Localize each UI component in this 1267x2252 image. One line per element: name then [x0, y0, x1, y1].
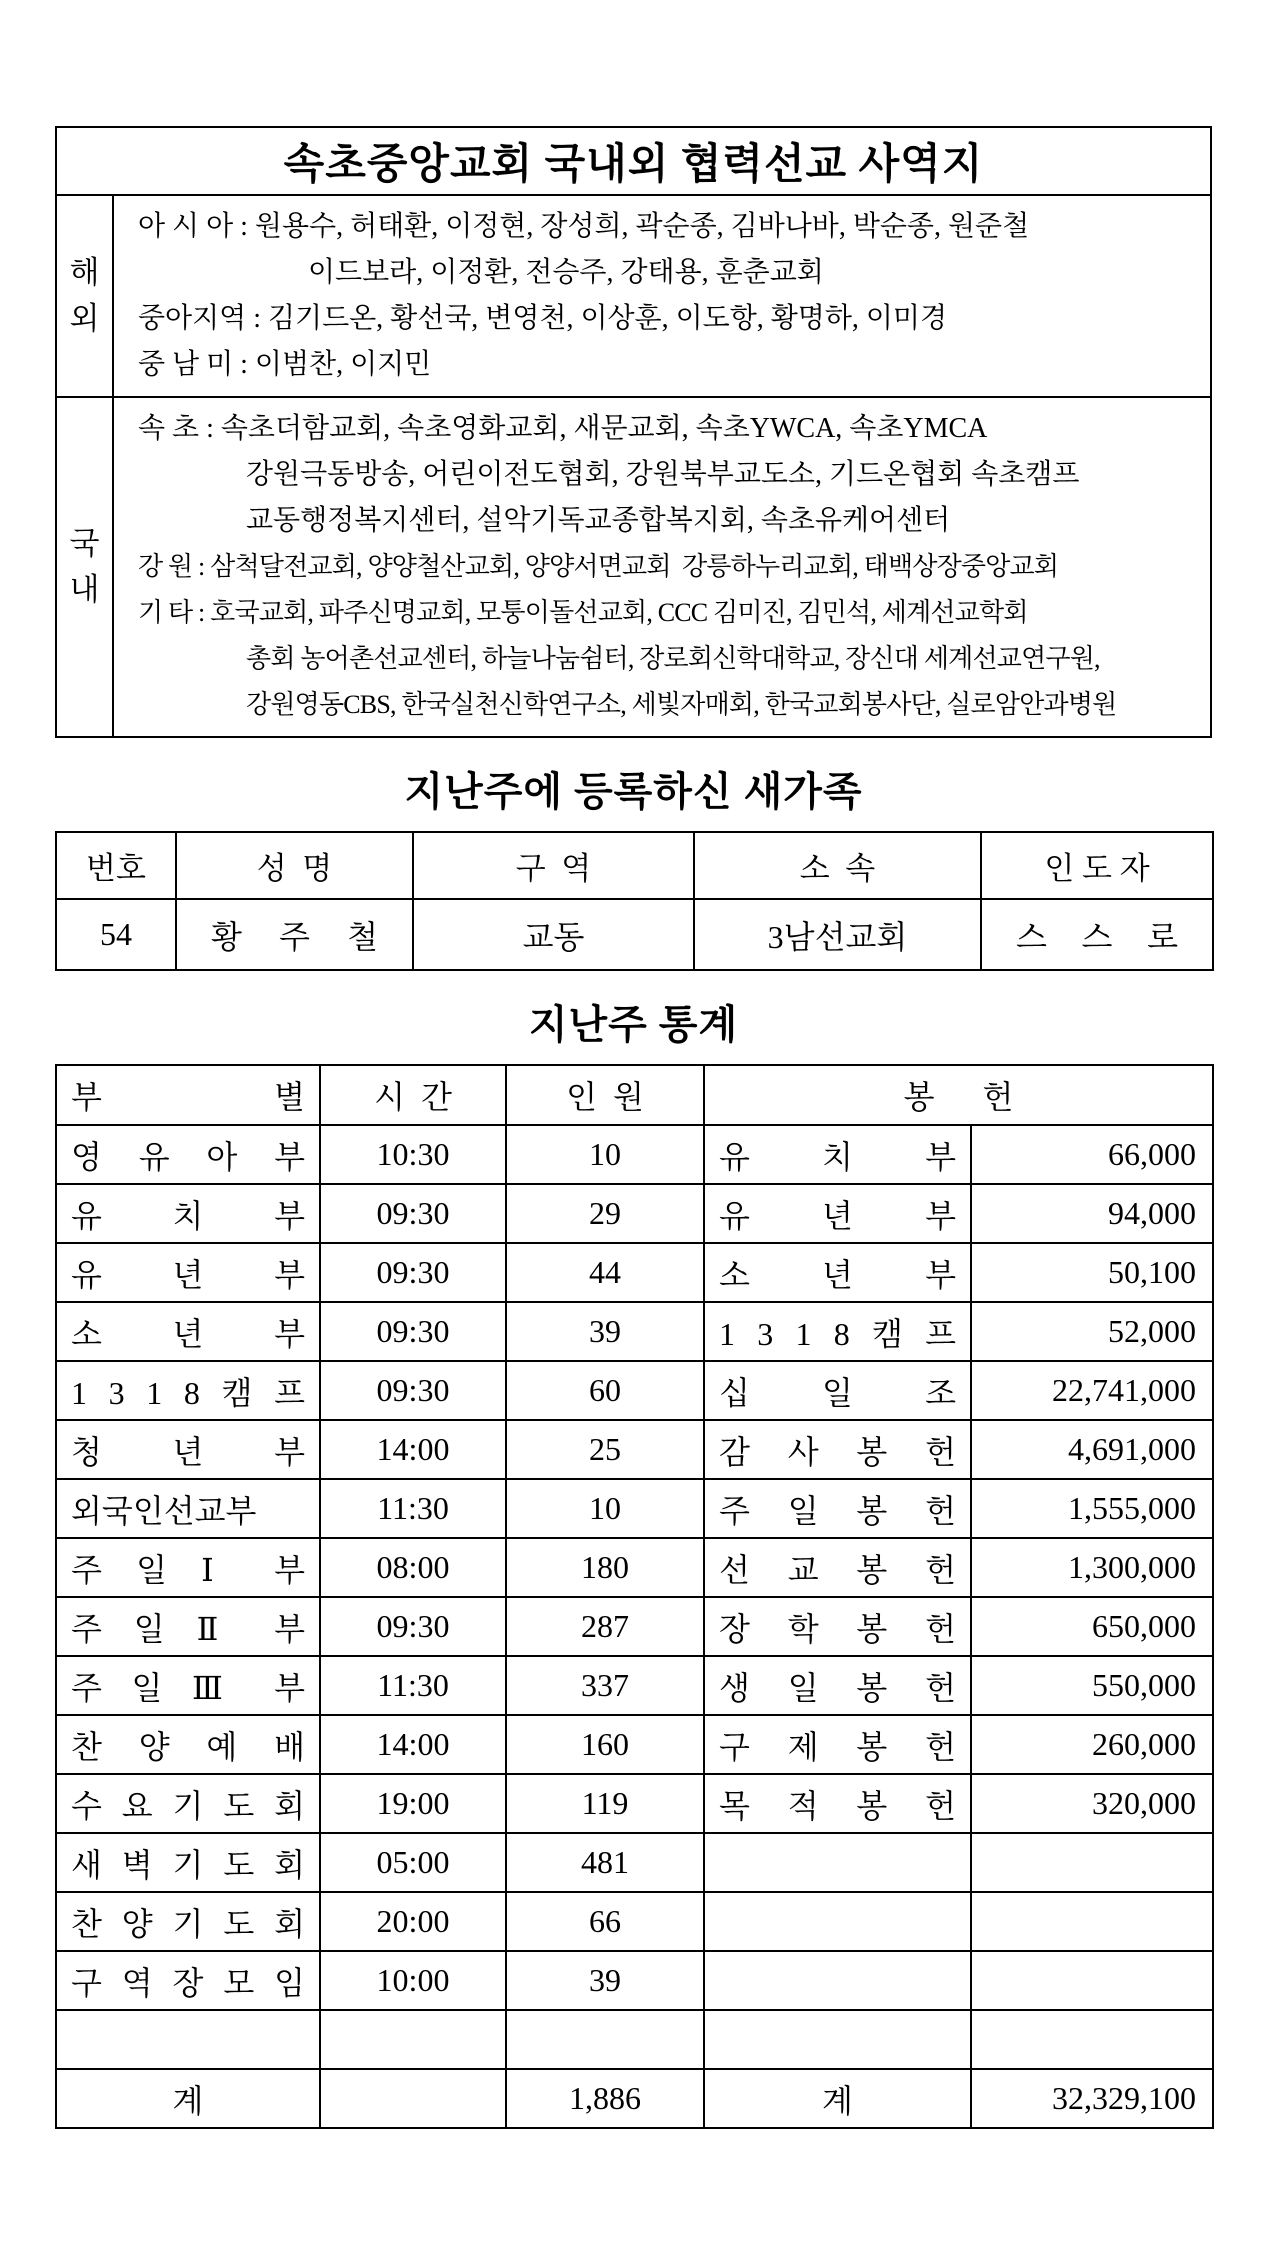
stats-dept-cell: 찬 양 예 배	[56, 1715, 320, 1774]
overseas-line-asia: 아 시 아 : 원용수, 허태환, 이정현, 장성희, 곽순종, 김바나바, 박순종, 원준철	[138, 211, 1030, 242]
newcomer-header-district: 구 역	[413, 832, 694, 899]
stats-count-cell: 160	[506, 1715, 704, 1774]
overseas-line-mideast: 중아지역 : 김기드온, 황선국, 변영천, 이상훈, 이도항, 황명하, 이미경	[138, 303, 948, 334]
newcomer-header-name: 성 명	[176, 832, 413, 899]
stats-time-cell: 11:30	[320, 1479, 506, 1538]
stats-count-cell: 287	[506, 1597, 704, 1656]
stats-count-cell: 66	[506, 1892, 704, 1951]
domestic-line-gangwon: 강 원 : 삼척달전교회, 양양철산교회, 양양서면교회 강릉하누리교회, 태백상장중앙교회	[138, 552, 1059, 581]
stats-header-time: 시 간	[320, 1065, 506, 1125]
mission-title: 속초중앙교회 국내외 협력선교 사역지	[56, 127, 1211, 195]
stats-time-cell: 09:30	[320, 1361, 506, 1420]
stats-offering-name-cell: 선 교 봉 헌	[704, 1538, 971, 1597]
domestic-line-etc-cont1: 총회 농어촌선교센터, 하늘나눔쉼터, 장로회신학대학교, 장신대 세계선교연구원,	[246, 644, 1100, 673]
stats-offering-amount-cell: 22,741,000	[971, 1361, 1213, 1420]
stats-offering-name-cell: 소 년 부	[704, 1243, 971, 1302]
stats-dept-cell: 수 요 기 도 회	[56, 1774, 320, 1833]
stats-offering-name-cell: 1 3 1 8 캠 프	[704, 1302, 971, 1361]
stats-offering-amount-cell: 52,000	[971, 1302, 1213, 1361]
stats-dept-cell: 유 치 부	[56, 1184, 320, 1243]
stats-time-cell: 09:30	[320, 1597, 506, 1656]
stats-count-cell: 25	[506, 1420, 704, 1479]
mission-table	[55, 126, 1212, 738]
stats-row	[56, 1184, 1213, 1243]
stats-count-cell: 29	[506, 1184, 704, 1243]
stats-offering-name-cell: 생 일 봉 헌	[704, 1656, 971, 1715]
stats-row	[56, 1656, 1213, 1715]
newcomer-header-row	[56, 832, 1213, 899]
stats-offering-name-cell: 장 학 봉 헌	[704, 1597, 971, 1656]
stats-dept-cell: 새 벽 기 도 회	[56, 1833, 320, 1892]
newcomer-number: 54	[56, 899, 176, 970]
stats-total-dept: 계	[56, 2069, 320, 2128]
newcomer-name: 황 주 철	[176, 899, 413, 970]
stats-offering-amount-cell: 66,000	[971, 1125, 1213, 1184]
stats-dept-cell: 소 년 부	[56, 1302, 320, 1361]
stats-row	[56, 1125, 1213, 1184]
stats-row	[56, 1243, 1213, 1302]
stats-count-cell: 60	[506, 1361, 704, 1420]
stats-time-cell: 19:00	[320, 1774, 506, 1833]
stats-offering-name-cell: 유 년 부	[704, 1184, 971, 1243]
stats-offering-name-cell	[704, 1892, 971, 1951]
stats-offering-amount-cell: 260,000	[971, 1715, 1213, 1774]
domestic-row	[56, 397, 1211, 737]
stats-count-cell: 39	[506, 1951, 704, 2010]
stats-count-cell: 180	[506, 1538, 704, 1597]
stats-dept-cell	[56, 2010, 320, 2069]
newcomer-header-guide: 인 도 자	[981, 832, 1213, 899]
mission-title-row	[56, 127, 1211, 195]
newcomer-header-affiliation: 소 속	[694, 832, 981, 899]
overseas-row	[56, 195, 1211, 397]
stats-time-cell: 14:00	[320, 1420, 506, 1479]
overseas-content	[113, 195, 1211, 397]
stats-row	[56, 1597, 1213, 1656]
stats-row	[56, 1833, 1213, 1892]
stats-count-cell: 337	[506, 1656, 704, 1715]
stats-time-cell: 09:30	[320, 1184, 506, 1243]
stats-title: 지난주 통계	[528, 1002, 739, 1047]
stats-time-cell: 11:30	[320, 1656, 506, 1715]
stats-total-time	[320, 2069, 506, 2128]
stats-offering-amount-cell: 1,300,000	[971, 1538, 1213, 1597]
stats-dept-cell: 1 3 1 8 캠 프	[56, 1361, 320, 1420]
stats-offering-amount-cell	[971, 2010, 1213, 2069]
stats-row	[56, 1361, 1213, 1420]
stats-offering-amount-cell: 50,100	[971, 1243, 1213, 1302]
stats-row	[56, 1951, 1213, 2010]
domestic-line-sokcho: 속 초 : 속초더함교회, 속초영화교회, 새문교회, 속초YWCA, 속초YMCA	[138, 413, 988, 444]
stats-offering-amount-cell: 650,000	[971, 1597, 1213, 1656]
stats-offering-amount-cell	[971, 1892, 1213, 1951]
stats-dept-cell: 영 유 아 부	[56, 1125, 320, 1184]
stats-dept-cell: 주 일 Ⅰ 부	[56, 1538, 320, 1597]
stats-offering-amount-cell: 94,000	[971, 1184, 1213, 1243]
stats-body	[56, 1125, 1213, 2069]
stats-header-offering: 봉 헌	[704, 1065, 1213, 1125]
domestic-content	[113, 397, 1211, 737]
stats-time-cell: 05:00	[320, 1833, 506, 1892]
stats-count-cell: 10	[506, 1479, 704, 1538]
stats-time-cell: 14:00	[320, 1715, 506, 1774]
stats-offering-name-cell	[704, 1833, 971, 1892]
overseas-line-latam: 중 남 미 : 이범찬, 이지민	[138, 349, 432, 380]
stats-offering-amount-cell: 4,691,000	[971, 1420, 1213, 1479]
stats-dept-cell: 청 년 부	[56, 1420, 320, 1479]
stats-offering-amount-cell: 320,000	[971, 1774, 1213, 1833]
stats-table	[55, 1064, 1214, 2129]
stats-count-cell: 119	[506, 1774, 704, 1833]
stats-time-cell: 10:00	[320, 1951, 506, 2010]
stats-total-offering-amount: 32,329,100	[971, 2069, 1213, 2128]
stats-offering-name-cell: 감 사 봉 헌	[704, 1420, 971, 1479]
stats-header-dept: 부 별	[56, 1065, 320, 1125]
newcomer-header-number: 번호	[56, 832, 176, 899]
stats-dept-cell: 구 역 장 모 임	[56, 1951, 320, 2010]
stats-row	[56, 2010, 1213, 2069]
stats-time-cell: 08:00	[320, 1538, 506, 1597]
stats-total-row	[56, 2069, 1213, 2128]
newcomer-guide: 스 스 로	[981, 899, 1213, 970]
stats-row	[56, 1538, 1213, 1597]
stats-total-section	[56, 2069, 1213, 2128]
stats-total-count: 1,886	[506, 2069, 704, 2128]
domestic-line-etc-cont2: 강원영동CBS, 한국실천신학연구소, 세빛자매회, 한국교회봉사단, 실로암안과병원	[246, 690, 1117, 719]
stats-time-cell: 09:30	[320, 1243, 506, 1302]
stats-row	[56, 1892, 1213, 1951]
stats-count-cell: 44	[506, 1243, 704, 1302]
stats-offering-amount-cell	[971, 1833, 1213, 1892]
domestic-line-sokcho-cont1: 강원극동방송, 어린이전도협회, 강원북부교도소, 기드온협회 속초캠프	[246, 459, 1080, 490]
overseas-label: 해외	[56, 195, 113, 397]
stats-offering-amount-cell: 550,000	[971, 1656, 1213, 1715]
stats-row	[56, 1774, 1213, 1833]
stats-header-row	[56, 1065, 1213, 1125]
stats-offering-name-cell	[704, 1951, 971, 2010]
stats-row	[56, 1302, 1213, 1361]
stats-offering-name-cell: 십 일 조	[704, 1361, 971, 1420]
stats-row	[56, 1479, 1213, 1538]
stats-row	[56, 1715, 1213, 1774]
newcomer-district: 교동	[413, 899, 694, 970]
stats-count-cell: 39	[506, 1302, 704, 1361]
stats-total-offering-name: 계	[704, 2069, 971, 2128]
stats-dept-cell: 찬 양 기 도 회	[56, 1892, 320, 1951]
stats-offering-name-cell: 목 적 봉 헌	[704, 1774, 971, 1833]
stats-offering-name-cell: 유 치 부	[704, 1125, 971, 1184]
stats-offering-name-cell: 구 제 봉 헌	[704, 1715, 971, 1774]
domestic-line-sokcho-cont2: 교동행정복지센터, 설악기독교종합복지회, 속초유케어센터	[246, 505, 951, 536]
newcomer-affiliation: 3남선교회	[694, 899, 981, 970]
stats-dept-cell: 주 일 Ⅱ 부	[56, 1597, 320, 1656]
bulletin-page	[55, 0, 1212, 2129]
stats-offering-name-cell: 주 일 봉 헌	[704, 1479, 971, 1538]
stats-time-cell: 10:30	[320, 1125, 506, 1184]
newcomer-data-row	[56, 899, 1213, 970]
stats-count-cell: 10	[506, 1125, 704, 1184]
stats-count-cell: 481	[506, 1833, 704, 1892]
stats-dept-cell: 외국인선교부	[56, 1479, 320, 1538]
stats-row	[56, 1420, 1213, 1479]
stats-time-cell: 20:00	[320, 1892, 506, 1951]
overseas-line-asia-cont: 이드보라, 이정환, 전승주, 강태용, 훈춘교회	[308, 257, 824, 288]
stats-offering-amount-cell	[971, 1951, 1213, 2010]
stats-offering-amount-cell: 1,555,000	[971, 1479, 1213, 1538]
stats-time-cell	[320, 2010, 506, 2069]
domestic-label: 국내	[56, 397, 113, 737]
stats-time-cell: 09:30	[320, 1302, 506, 1361]
stats-header-count: 인 원	[506, 1065, 704, 1125]
newcomer-table	[55, 831, 1214, 971]
stats-dept-cell: 유 년 부	[56, 1243, 320, 1302]
domestic-line-etc: 기 타 : 호국교회, 파주신명교회, 모퉁이돌선교회, CCC 김미진, 김민석, 세계선교학회	[138, 598, 1028, 627]
stats-offering-name-cell	[704, 2010, 971, 2069]
newcomer-title: 지난주에 등록하신 새가족	[404, 769, 863, 814]
stats-dept-cell: 주 일 Ⅲ 부	[56, 1656, 320, 1715]
stats-count-cell	[506, 2010, 704, 2069]
